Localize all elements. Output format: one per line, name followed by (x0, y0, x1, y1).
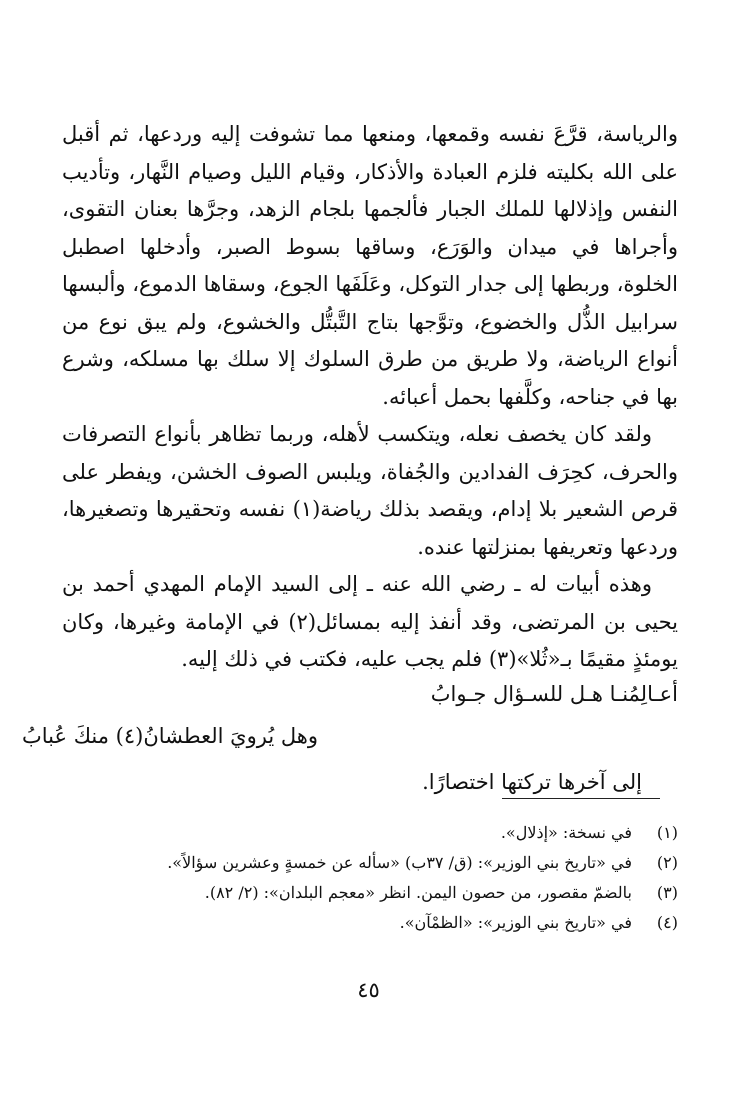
paragraph-3: وهذه أبيات له ـ رضي الله عنه ـ إلى السيد الإمام المهدي أحمد بن يحيى بن المرتضى، وقد أنفذ إليه بمسائل(٢) في الإمامة وغيرها، وكان يومئذٍ مقيمًا بـ«ثُلا»(٣) فلم يجب عليه، فكتب في ذلك إليه. (62, 572, 678, 671)
footnote-item (62, 848, 678, 878)
footnote-text: بالضمّ مقصور، من حصون اليمن. انظر «معجم البلدان»: (٢/ ٨٢). (204, 883, 632, 902)
verse-note: إلى آخرها تركتها اختصارًا. (422, 770, 642, 794)
footnote-item (62, 878, 678, 908)
footnote-item (62, 818, 678, 848)
footnote-text: في «تاريخ بني الوزير»: «الظمْآن». (399, 913, 632, 932)
paragraph-2: ولقد كان يخصف نعله، ويتكسب لأهله، وربما تظاهر بأنواع التصرفات والحرف، كحِرَف الفدادين والجُفاة، ويلبس الصوف الخشن، ويفطر على قرص الشعير بلا إدام، ويقصد بذلك رياضة(١) نفسه وتحقيرها وتصغيرها، وردعها وتعريفها بمنزلتها عنده. (62, 422, 678, 559)
footnote-separator (502, 798, 660, 799)
verse-line-2: وهل يُرويَ العطشانُ(٤) منكَ عُبابُ (22, 724, 318, 748)
footnotes (62, 818, 678, 938)
page-number: ٤٥ (357, 978, 380, 1002)
footnote-text: في نسخة: «إذلال». (500, 823, 632, 842)
footnote-number: (٤) (656, 913, 678, 932)
footnote-number: (٢) (656, 853, 678, 872)
paragraph-1: والرياسة، قرَّعَ نفسه وقمعها، ومنعها مما تشوفت إليه وردعها، ثم أقبل على الله بكليته فلزم العبادة والأذكار، وقيام الليل وصيام النَّهار، وتأديب النفس وإذلالها للملك الجبار فألجمها بلجام الزهد، وجرَّها بعنان التقوى، وأجراها في ميدان والوَرَع، وساقها بسوط الصبر، وأدخلها اصطبل الخلوة، وربطها إلى جدار التوكل، وعَلَفَها الجوع، وسقاها الدموع، وألبسها سرابيل الذُّل والخضوع، وتوَّجها بتاج التَّبتُّل والخشوع، ولم يبق نوع من أنواع الرياضة، ولا طريق من طرق السلوك إلا سلك بها مسلكه، وشرع بها في جناحه، وكلَّفها بحمل أعبائه. (62, 122, 678, 409)
main-text (62, 116, 678, 679)
footnote-item (62, 908, 678, 938)
verse-line-1: أعـالِمُنـا هـل للسـؤال جـوابُ (430, 682, 678, 706)
footnote-number: (٣) (656, 883, 678, 902)
footnote-text: في «تاريخ بني الوزير»: (ق/ ٣٧ب) «سأله عن خمسةٍ وعشرين سؤالاً». (167, 853, 632, 872)
footnote-number: (١) (656, 823, 678, 842)
